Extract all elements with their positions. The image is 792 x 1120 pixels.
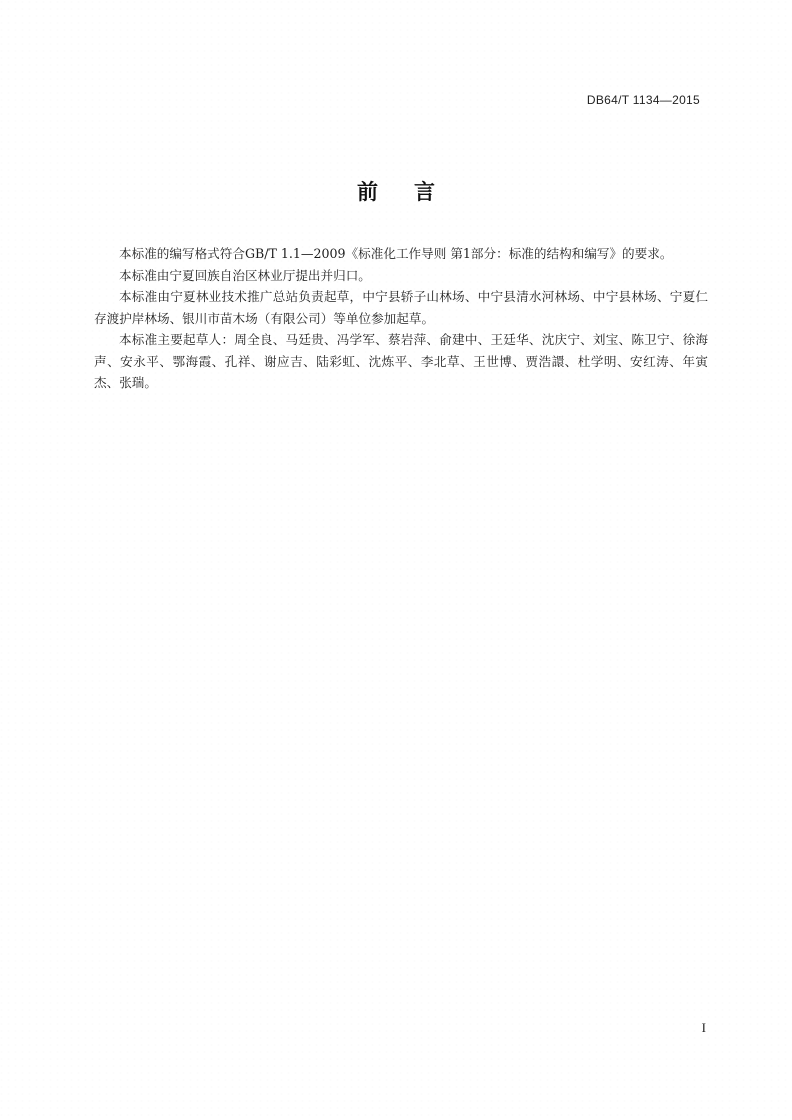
page-title: 前言 [357,180,471,204]
paragraph-format: 本标准的编写格式符合GB/T 1.1—2009《标准化工作导则 第1部分：标准的结构和编写》的要求。 [119,246,673,261]
document-code: DB64/T 1134—2015 [586,93,700,107]
paragraph-proposer: 本标准由宁夏回族自治区林业厅提出并归口。 [119,267,371,283]
paragraph-drafters: 本标准主要起草人：周全良、马廷贵、冯学军、蔡岩萍、俞建中、王廷华、沈庆宁、刘宝、陈卫宁、徐海声、安永平、鄂海霞、孔祥、谢应吉、陆彩虹、沈炼平、李北草、王世博、贾浩譞、杜学明、安红涛、年寅杰、张瑞。 [94,332,708,390]
paragraph-drafting-units: 本标准由宁夏林业技术推广总站负责起草，中宁县轿子山林场、中宁县清水河林场、中宁县林场、宁夏仁存渡护岸林场、银川市苗木场（有限公司）等单位参加起草。 [94,289,708,326]
foreword-body [94,243,708,394]
page-number: I [701,1020,706,1035]
